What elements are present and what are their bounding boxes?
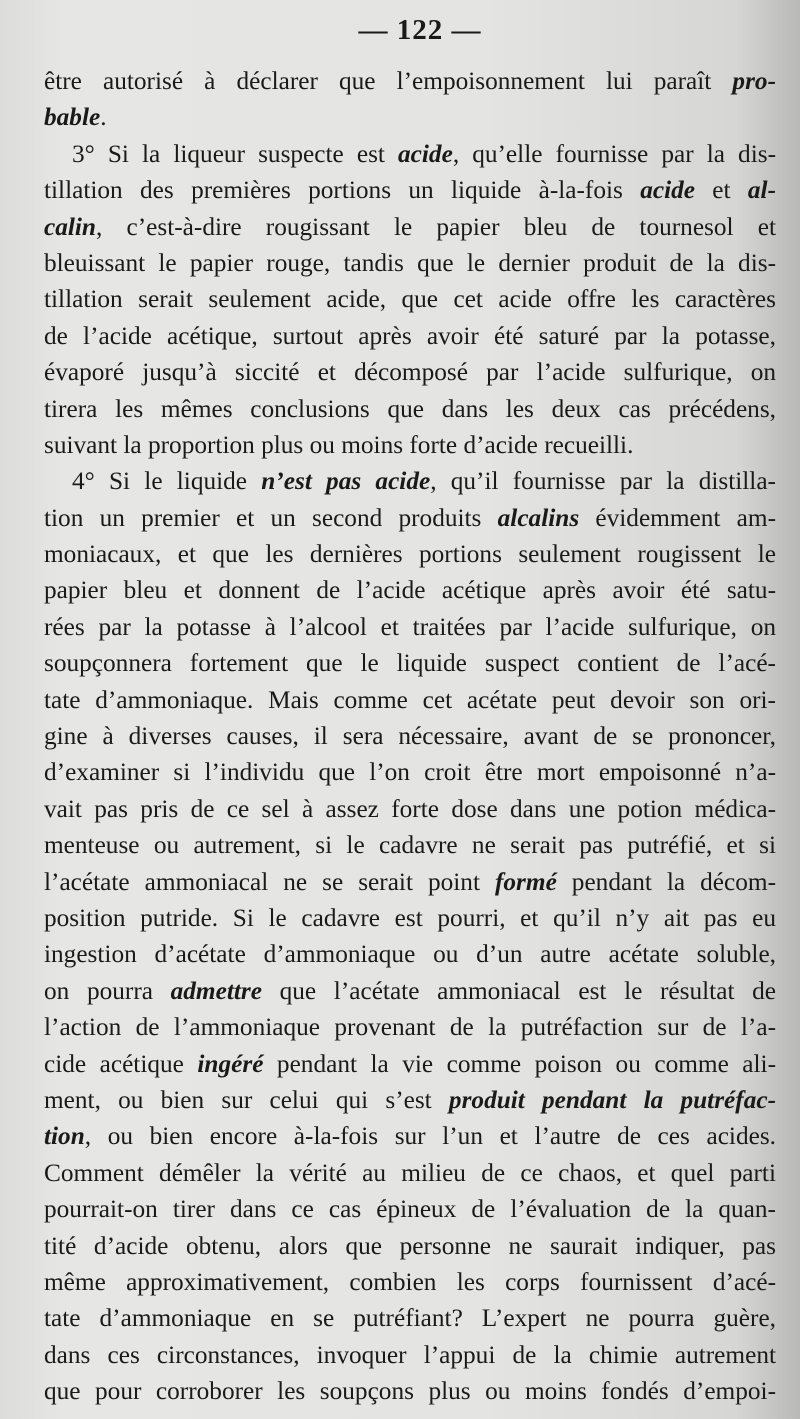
body-text — [44, 63, 776, 1409]
text-segment: position putride. Si le cadavre est pourri, et qu’il n’y ait pas eu — [44, 903, 776, 932]
text-segment: et — [694, 176, 748, 205]
text-line — [44, 645, 776, 681]
text-line — [44, 1228, 776, 1264]
text-line — [44, 1300, 776, 1336]
text-line — [44, 172, 776, 208]
text-segment: dans ces circonstances, invoquer l’appui de la chimie autrement — [44, 1340, 776, 1369]
text-segment: que l’acétate ammoniacal est le résultat de — [261, 976, 776, 1005]
text-line — [44, 1373, 776, 1409]
text-line — [44, 500, 776, 536]
text-segment: , qu’elle fournisse par la dis- — [452, 139, 776, 168]
text-line — [44, 1082, 776, 1118]
page-number: — 122 — — [358, 14, 482, 46]
text-segment: tate d’ammoniaque. Mais comme cet acétate peut devoir son ori- — [44, 685, 776, 714]
text-segment: de l’acide acétique, surtout après avoir été saturé par la potasse, — [44, 321, 776, 350]
text-line — [44, 1046, 776, 1082]
text-segment: même approximativement, combien les corps fournissent d’acé- — [44, 1267, 776, 1296]
text-segment: vait pas pris de ce sel à assez forte dose dans une potion médica- — [44, 794, 776, 823]
text-line — [44, 973, 776, 1009]
text-line — [44, 463, 776, 499]
text-line — [44, 427, 776, 463]
text-segment: cide acétique — [44, 1049, 198, 1078]
text-segment: on pourra — [44, 976, 171, 1005]
text-segment: papier bleu et donnent de l’acide acétique après avoir été satu- — [44, 576, 776, 605]
italic-text-segment: n’est pas acide — [261, 467, 431, 496]
text-segment: tate d’ammoniaque en se putréfiant? L’expert ne pourra guère, — [44, 1304, 776, 1333]
text-line — [44, 1337, 776, 1373]
text-line — [44, 827, 776, 863]
italic-text-segment: calin — [44, 212, 97, 241]
text-line — [44, 754, 776, 790]
italic-text-segment: bable — [44, 103, 101, 132]
text-line — [44, 864, 776, 900]
text-line — [44, 63, 776, 99]
text-line — [44, 1155, 776, 1191]
italic-text-segment: admettre — [170, 976, 262, 1005]
text-segment: gine à diverses causes, il sera nécessaire, avant de se prononcer, — [44, 722, 776, 751]
italic-text-segment: acide — [398, 139, 453, 168]
italic-text-segment: acide — [640, 176, 695, 205]
text-segment: soupçonnera fortement que le liquide suspect contient de l’acé- — [44, 649, 776, 678]
text-segment: moniacaux, et que les dernières portions seulement rougissent le — [44, 540, 776, 569]
italic-text-segment: tion — [44, 1122, 85, 1151]
text-line — [44, 572, 776, 608]
text-segment: bleuissant le papier rouge, tandis que le dernier produit de la dis- — [44, 248, 776, 277]
text-segment: pendant la décom- — [556, 867, 776, 896]
text-line — [44, 354, 776, 390]
text-segment: ment, ou bien sur celui qui s’est — [44, 1085, 449, 1114]
text-segment: pendant la vie comme poison ou comme ali- — [263, 1049, 776, 1078]
text-segment: être autorisé à déclarer que l’empoisonnement lui paraît — [44, 67, 733, 95]
text-segment: , qu’il fournisse par la distilla- — [430, 467, 776, 496]
text-line — [44, 245, 776, 281]
italic-text-segment: al- — [747, 176, 776, 205]
text-segment: évidemment am- — [579, 503, 776, 532]
text-segment: Comment démêler la vérité au milieu de ce chaos, et quel parti — [44, 1158, 776, 1187]
text-segment: que pour corroborer les soupçons plus ou moins fondés d’empoi- — [44, 1377, 776, 1406]
text-segment: tirera les mêmes conclusions que dans les deux cas précédens, — [44, 394, 776, 423]
italic-text-segment: ingéré — [197, 1049, 264, 1078]
text-segment: suivant la proportion plus ou moins forte d’acide recueilli. — [44, 430, 634, 459]
text-line — [44, 791, 776, 827]
text-segment: ingestion d’acétate d’ammoniaque ou d’un autre acétate soluble, — [44, 940, 776, 969]
text-line — [44, 900, 776, 936]
text-line — [44, 99, 776, 135]
text-line — [44, 609, 776, 645]
text-segment: l’acétate ammoniacal ne se serait point — [44, 867, 495, 896]
text-segment: d’examiner si l’individu que l’on croit être mort empoisonné n’a- — [44, 758, 776, 787]
text-segment: pourrait-on tirer dans ce cas épineux de l’évaluation de la quan- — [44, 1195, 776, 1224]
text-segment: tillation des premières portions un liquide à-la-fois — [44, 176, 641, 205]
text-line — [44, 936, 776, 972]
italic-text-segment: formé — [494, 867, 557, 896]
text-segment: . — [100, 103, 107, 132]
text-line — [44, 682, 776, 718]
text-line — [44, 1191, 776, 1227]
text-segment: , c’est-à-dire rougissant le papier bleu de tournesol et — [96, 212, 776, 241]
text-segment: 3° Si la liqueur suspecte est — [72, 139, 399, 168]
text-line — [44, 318, 776, 354]
text-segment: , ou bien encore à-la-fois sur l’un et l’autre de ces acides. — [84, 1122, 776, 1151]
italic-text-segment: pro- — [732, 67, 776, 95]
text-segment: tion un premier et un second produits — [44, 503, 498, 532]
text-line — [44, 718, 776, 754]
text-line — [44, 536, 776, 572]
text-segment: l’action de l’ammoniaque provenant de la putréfaction sur de l’a- — [44, 1013, 776, 1042]
text-segment: tité d’acide obtenu, alors que personne ne saurait indiquer, pas — [44, 1231, 776, 1260]
text-line — [44, 391, 776, 427]
text-segment: 4° Si le liquide — [72, 467, 262, 496]
text-segment: tillation serait seulement acide, que cet acide offre les caractères — [44, 285, 776, 314]
text-segment: évaporé jusqu’à siccité et décomposé par l’acide sulfurique, on — [44, 358, 776, 387]
text-line — [44, 209, 776, 245]
italic-text-segment: alcalins — [497, 503, 580, 532]
text-segment: rées par la potasse à l’alcool et traitées par l’acide sulfurique, on — [44, 612, 776, 641]
text-line — [44, 1118, 776, 1154]
text-line — [44, 1264, 776, 1300]
text-segment: menteuse ou autrement, si le cadavre ne serait pas putréfié, et si — [44, 831, 776, 860]
italic-text-segment: produit pendant la putréfac- — [448, 1085, 776, 1114]
text-line — [44, 1009, 776, 1045]
text-line — [44, 281, 776, 317]
text-line — [44, 136, 776, 172]
